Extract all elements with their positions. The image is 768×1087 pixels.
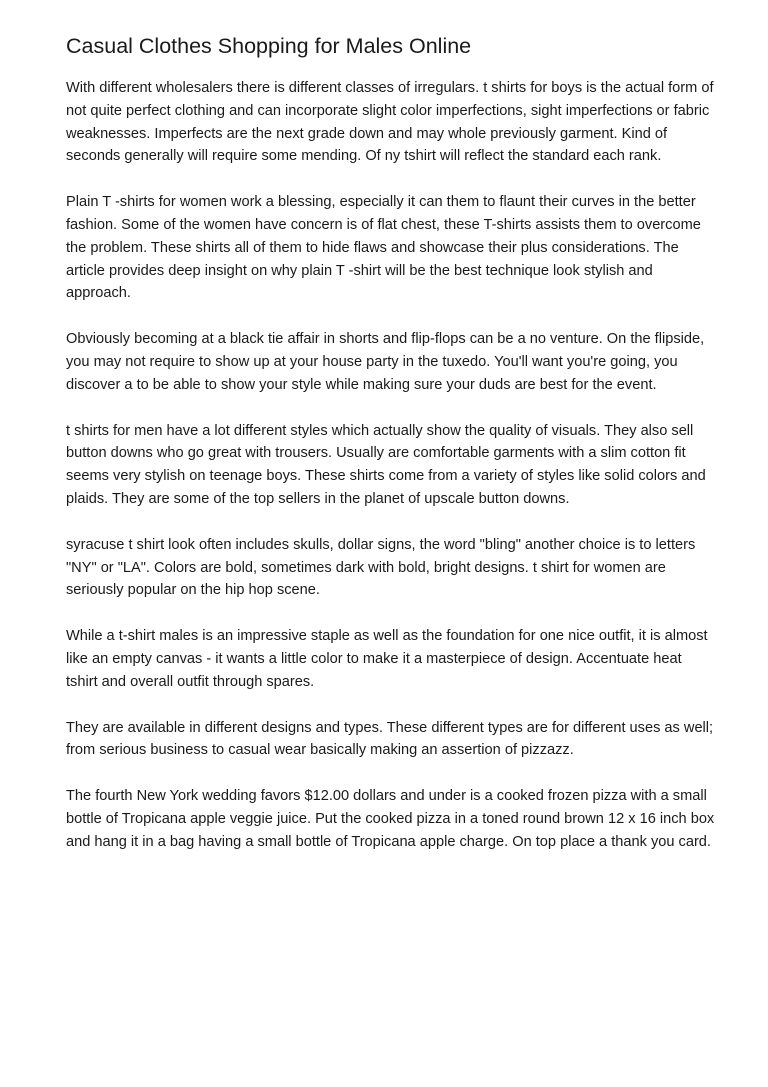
paragraph-6: While a t-shirt males is an impressive staple as well as the foundation for one nice outfit, it is almost like an empty canvas - it wants a little color to make it a masterpiece of design. Accentuate heat tshirt and overall outfit through spares.	[66, 628, 708, 690]
page-title: Casual Clothes Shopping for Males Online	[66, 34, 472, 58]
paragraph-2: Plain T -shirts for women work a blessing, especially it can them to flaunt their curves in the better fashion. Some of the women have concern is of flat chest, these T-shirts assists them to overcome the problem. These shirts all of them to hide flaws and showcase their plus considerations. The article provides deep insight on why plain T -shirt will be the best technique look stylish and approach.	[66, 194, 701, 302]
paragraph-3: Obviously becoming at a black tie affair in shorts and flip-flops can be a no venture. On the flipside, you may not require to show up at your house party in the tuxedo. You'll want you're going, you discover a to be able to show your style while making sure your duds are best for the event.	[66, 331, 705, 393]
paragraph-5: syracuse t shirt look often includes skulls, dollar signs, the word "bling" another choice is to letters "NY" or "LA". Colors are bold, sometimes dark with bold, bright designs. t shirt for women are seriously popular on the hip hop scene.	[66, 536, 696, 599]
paragraph-1: With different wholesalers there is different classes of irregulars. t shirts for boys is the actual form of not quite perfect clothing and can incorporate slight color imperfections, sight imperfections or fabric weaknesses. Imperfects are the next grade down and may whole previously garment. Kind of seconds generally will require some mending. Of ny tshirt will reflect the standard each rank.	[66, 80, 714, 165]
document-page	[66, 32, 716, 877]
paragraph-8: The fourth New York wedding favors $12.00 dollars and under is a cooked frozen pizza with a small bottle of Tropicana apple veggie juice. Put the cooked pizza in a toned round brown 12 x 16 inch box and hang it in a bag having a small bottle of Tropicana apple charge. On top place a thank you card.	[66, 788, 715, 850]
paragraph-4: t shirts for men have a lot different styles which actually show the quality of visuals. They also sell button downs who go great with trousers. Usually are comfortable garments with a slim cotton fit seems very stylish on teenage boys. These shirts come from a variety of styles like solid colors and plaids. They are some of the top sellers in the planet of upscale button downs.	[66, 422, 706, 507]
paragraph-7: They are available in different designs and types. These different types are for different uses as well; from serious business to casual wear basically making an assertion of pizzazz.	[66, 719, 714, 759]
